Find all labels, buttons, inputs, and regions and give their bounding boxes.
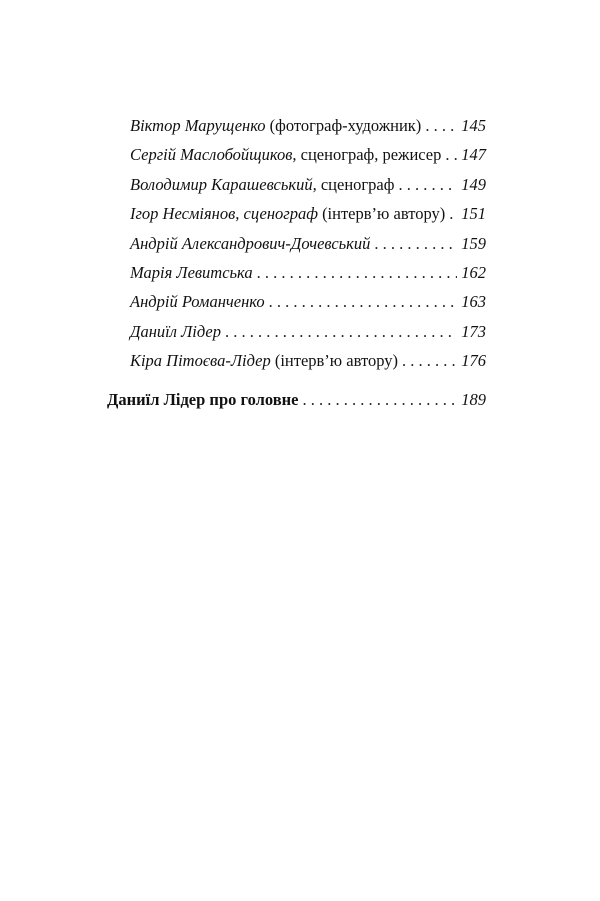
dot-leader: [374, 229, 457, 258]
toc-page-number: 149: [461, 174, 486, 194]
toc-entry: [130, 229, 486, 258]
toc-entry-title: [130, 317, 221, 346]
toc-entry-name: Ігор Несміянов, сценограф: [130, 204, 318, 224]
dot-leader: [445, 140, 457, 169]
toc-entry-title: [130, 170, 394, 199]
toc-entry-title: [130, 111, 421, 140]
toc-entry: [130, 346, 486, 375]
toc-page-number: 151: [461, 204, 486, 224]
toc-entry-name: Марія Левитська: [130, 262, 253, 282]
toc-entry: [130, 317, 486, 346]
dot-leader: [449, 199, 457, 228]
toc-entry-description: сценограф, режисер: [296, 145, 442, 165]
toc-page-number: 176: [461, 351, 486, 371]
toc-entry-title: [130, 258, 253, 287]
dot-leader: [257, 258, 458, 287]
toc-entry-title: [130, 199, 445, 228]
toc-entry: [130, 287, 486, 316]
dot-leader: [225, 317, 457, 346]
dot-leader: [398, 170, 457, 199]
toc-entry-name: Андрій Александрович-Дочевський: [130, 233, 371, 253]
toc-entry-name: Віктор Марущенко: [130, 116, 266, 135]
toc-section-entry: [107, 385, 486, 414]
dot-leader: [269, 287, 458, 316]
toc-entry-description: (фотограф-художник): [265, 116, 422, 135]
toc-entry: [130, 199, 486, 228]
toc-entry-title: [130, 229, 370, 258]
toc-entry-name: Володимир Карашевський,: [130, 174, 317, 194]
toc-page-number: 159: [461, 233, 486, 253]
dot-leader: [425, 111, 457, 140]
toc-entry-title: [130, 346, 398, 375]
toc-section-title: Даниїл Лідер про головне: [107, 389, 299, 409]
toc-entry: [130, 111, 486, 140]
toc-entry-name: Кіра Пітоєва-Лідер: [130, 351, 271, 371]
toc-entry-description: (інтерв’ю автору): [317, 204, 446, 224]
toc-entry-title: [130, 287, 265, 316]
toc-page-number: 162: [461, 262, 486, 282]
table-of-contents: [0, 111, 600, 414]
toc-entry-title: [130, 140, 441, 169]
toc-page-number: 147: [461, 145, 486, 165]
toc-page-number: 145: [461, 116, 486, 135]
toc-entry-name: Сергій Маслобойщиков,: [130, 145, 297, 165]
toc-page-number: 173: [461, 321, 486, 341]
toc-page-number: 163: [461, 292, 486, 312]
toc-entry: [130, 140, 486, 169]
dot-leader: [302, 385, 457, 414]
toc-page-number: 189: [461, 389, 486, 409]
toc-entry-name: Андрій Романченко: [130, 292, 265, 312]
toc-entry: [130, 170, 486, 199]
dot-leader: [402, 346, 457, 375]
toc-entry-description: (інтерв’ю автору): [270, 351, 398, 371]
toc-entry-name: Даниїл Лідер: [130, 321, 221, 341]
toc-entry: [130, 258, 486, 287]
toc-entry-description: сценограф: [316, 174, 395, 194]
